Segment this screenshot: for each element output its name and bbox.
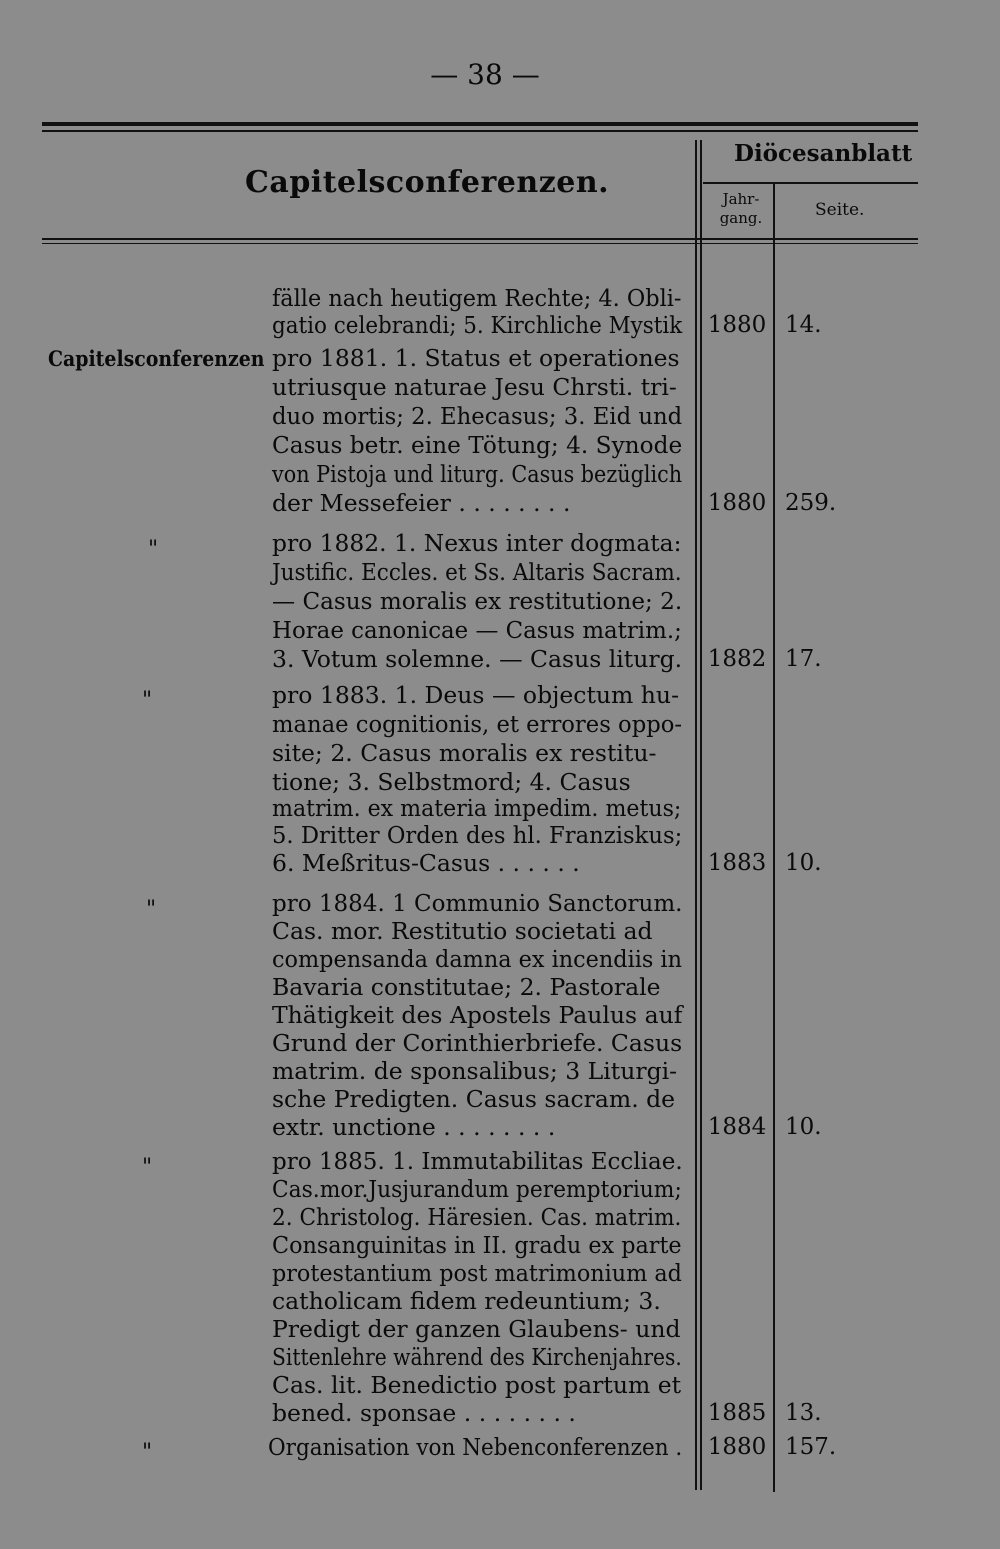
- entry-line: tione; 3. Selbstmord; 4. Casus: [272, 768, 631, 796]
- entry-line: — Casus moralis ex restitutione; 2.: [272, 587, 683, 615]
- entry-line: manae cognitionis, et errores oppo-: [272, 710, 683, 738]
- entry-line: site; 2. Casus moralis ex restitu-: [272, 739, 657, 767]
- header-bottom-rule: [42, 238, 918, 240]
- top-rule: [42, 122, 918, 126]
- entry-page: 157.: [785, 1434, 837, 1460]
- header-subrule: [703, 182, 918, 184]
- entry-line: bened. sponsae . . . . . . . .: [272, 1399, 576, 1427]
- entry-page: 14.: [785, 312, 822, 338]
- header-bottom-rule-thin: [42, 243, 918, 244]
- entry-line: Horae canonicae — Casus matrim.;: [272, 616, 682, 644]
- entry-page: 10.: [785, 1114, 822, 1140]
- entry-line: Organisation von Nebenconferenzen .: [268, 1433, 683, 1461]
- entry-line: pro 1882. 1. Nexus inter dogmata:: [272, 529, 682, 557]
- ditto-mark: ": [142, 1155, 153, 1180]
- entry-line: Cas. mor. Restitutio societati ad: [272, 917, 653, 945]
- ditto-mark: ": [148, 537, 159, 562]
- entry-line: protestantium post matrimonium ad: [272, 1259, 682, 1287]
- entry-line: compensanda damna ex incendiis in: [272, 945, 682, 973]
- ditto-mark: ": [142, 688, 153, 713]
- entry-line: Sittenlehre während des Kirchenjahres.: [272, 1343, 682, 1371]
- entry-year: 1880: [707, 312, 767, 338]
- column-header-seite: Seite.: [815, 200, 865, 220]
- entry-line: matrim. ex materia impedim. metus;: [272, 794, 682, 822]
- entry-line: Predigt der ganzen Glaubens- und: [272, 1315, 681, 1343]
- entry-line: von Pistoja und liturg. Casus bezüglich: [272, 460, 683, 488]
- entry-line: 3. Votum solemne. — Casus liturg.: [272, 645, 683, 673]
- column-divider-year: [773, 182, 775, 1492]
- ditto-mark: ": [146, 897, 157, 922]
- entry-page: 17.: [785, 646, 822, 672]
- entry-line: extr. unctione . . . . . . . .: [272, 1113, 556, 1141]
- entry-line: pro 1884. 1 Communio Sanctorum.: [272, 889, 683, 917]
- page-number: — 38 —: [430, 58, 540, 91]
- entry-page: 13.: [785, 1400, 822, 1426]
- entry-year: 1882: [707, 646, 767, 672]
- entry-line: Grund der Corinthierbriefe. Casus: [272, 1029, 683, 1057]
- left-label-capitelsconferenzen: Capitelsconferenzen: [48, 346, 265, 371]
- entry-line: fälle nach heutigem Rechte; 4. Obli-: [272, 284, 682, 312]
- entry-line: Cas.mor.Jusjurandum peremptorium;: [272, 1175, 682, 1203]
- entry-page: 10.: [785, 850, 822, 876]
- entry-line: Bavaria constitutae; 2. Pastorale: [272, 973, 661, 1001]
- entry-line: pro 1883. 1. Deus — objectum hu-: [272, 681, 680, 709]
- column-header-jahrgang: Jahr-gang.: [719, 190, 763, 227]
- entry-line: utriusque naturae Jesu Chrsti. tri-: [272, 373, 677, 401]
- entry-line: 2. Christolog. Häresien. Cas. matrim.: [272, 1203, 682, 1231]
- entry-line: Consanguinitas in II. gradu ex parte: [272, 1231, 682, 1259]
- entry-year: 1883: [707, 850, 767, 876]
- entry-line: matrim. de sponsalibus; 3 Liturgi-: [272, 1057, 678, 1085]
- entry-line: pro 1881. 1. Status et operationes: [272, 344, 680, 372]
- column-divider-text: [695, 140, 697, 1490]
- entry-line: gatio celebrandi; 5. Kirchliche Mystik: [272, 311, 683, 339]
- entry-line: duo mortis; 2. Ehecasus; 3. Eid und: [272, 402, 683, 430]
- entry-line: der Messefeier . . . . . . . .: [272, 489, 571, 517]
- entry-year: 1880: [707, 1434, 767, 1460]
- entry-line: Cas. lit. Benedictio post partum et: [272, 1371, 682, 1399]
- entry-line: Justific. Eccles. et Ss. Altaris Sacram.: [272, 558, 682, 586]
- entry-line: Thätigkeit des Apostels Paulus auf: [272, 1001, 683, 1029]
- entry-page: 259.: [785, 490, 837, 516]
- column-divider-text-double: [700, 140, 702, 1490]
- entry-line: 6. Meßritus-Casus . . . . . .: [272, 849, 580, 877]
- column-header-dioecesanblatt: Diöcesanblatt: [734, 140, 913, 167]
- entry-line: sche Predigten. Casus sacram. de: [272, 1085, 676, 1113]
- entry-line: Casus betr. eine Tötung; 4. Synode: [272, 431, 683, 459]
- entry-line: 5. Dritter Orden des hl. Franziskus;: [272, 821, 683, 849]
- ditto-mark: ": [142, 1440, 153, 1465]
- top-rule-thin: [42, 130, 918, 132]
- entry-year: 1885: [707, 1400, 767, 1426]
- entry-year: 1884: [707, 1114, 767, 1140]
- section-title: Capitelsconferenzen.: [245, 165, 610, 200]
- entry-year: 1880: [707, 490, 767, 516]
- entry-line: catholicam fidem redeuntium; 3.: [272, 1287, 661, 1315]
- entry-line: pro 1885. 1. Immutabilitas Eccliae.: [272, 1147, 683, 1175]
